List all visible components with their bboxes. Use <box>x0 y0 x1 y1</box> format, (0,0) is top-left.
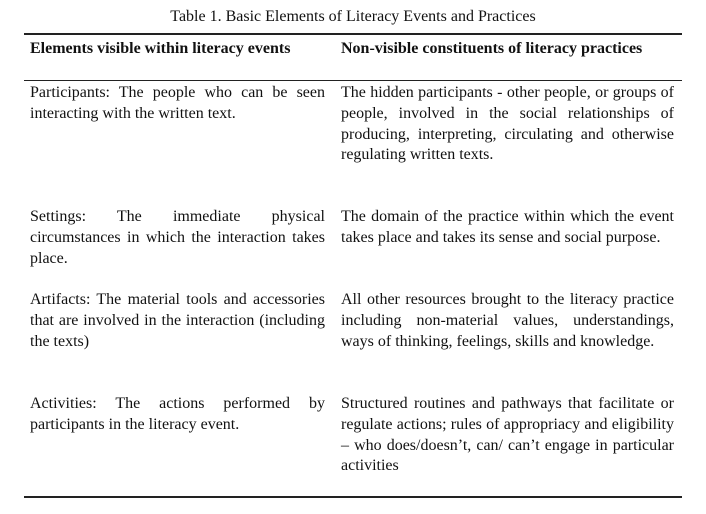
header-visible-elements: Elements visible within literacy events <box>30 40 291 57</box>
header-nonvisible-constituents: Non-visible constituents of literacy practices <box>341 40 643 57</box>
table-top-rule <box>24 33 682 35</box>
cell-artifacts-nonvisible: All other resources brought to the literacy practice including non-material values, understandings, ways of thinking, feelings, skills and knowledge. <box>341 291 674 350</box>
table-bottom-rule <box>24 496 682 498</box>
cell-artifacts-visible: Artifacts: The material tools and accessories that are involved in the interaction (including the texts) <box>30 291 325 350</box>
table-caption: Table 1. Basic Elements of Literacy Events and Practices <box>170 8 536 25</box>
cell-settings-nonvisible: The domain of the practice within which the event takes place and takes its sense and social purpose. <box>341 208 674 246</box>
cell-activities-nonvisible: Structured routines and pathways that facilitate or regulate actions; rules of appropriacy and eligibility – who does/doesn’t, can/ can’t engage in particular activities <box>341 395 674 475</box>
cell-participants-visible: Participants: The people who can be seen interacting with the written text. <box>30 84 325 122</box>
cell-settings-visible: Settings: The immediate physical circumstances in which the interaction takes place. <box>30 208 325 267</box>
cell-activities-visible: Activities: The actions performed by participants in the literacy event. <box>30 395 325 433</box>
table-header-rule <box>24 80 682 81</box>
cell-participants-nonvisible: The hidden participants - other people, or groups of people, involved in the social relationships of producing, interpreting, circulating and otherwise regulating written texts. <box>341 84 674 164</box>
